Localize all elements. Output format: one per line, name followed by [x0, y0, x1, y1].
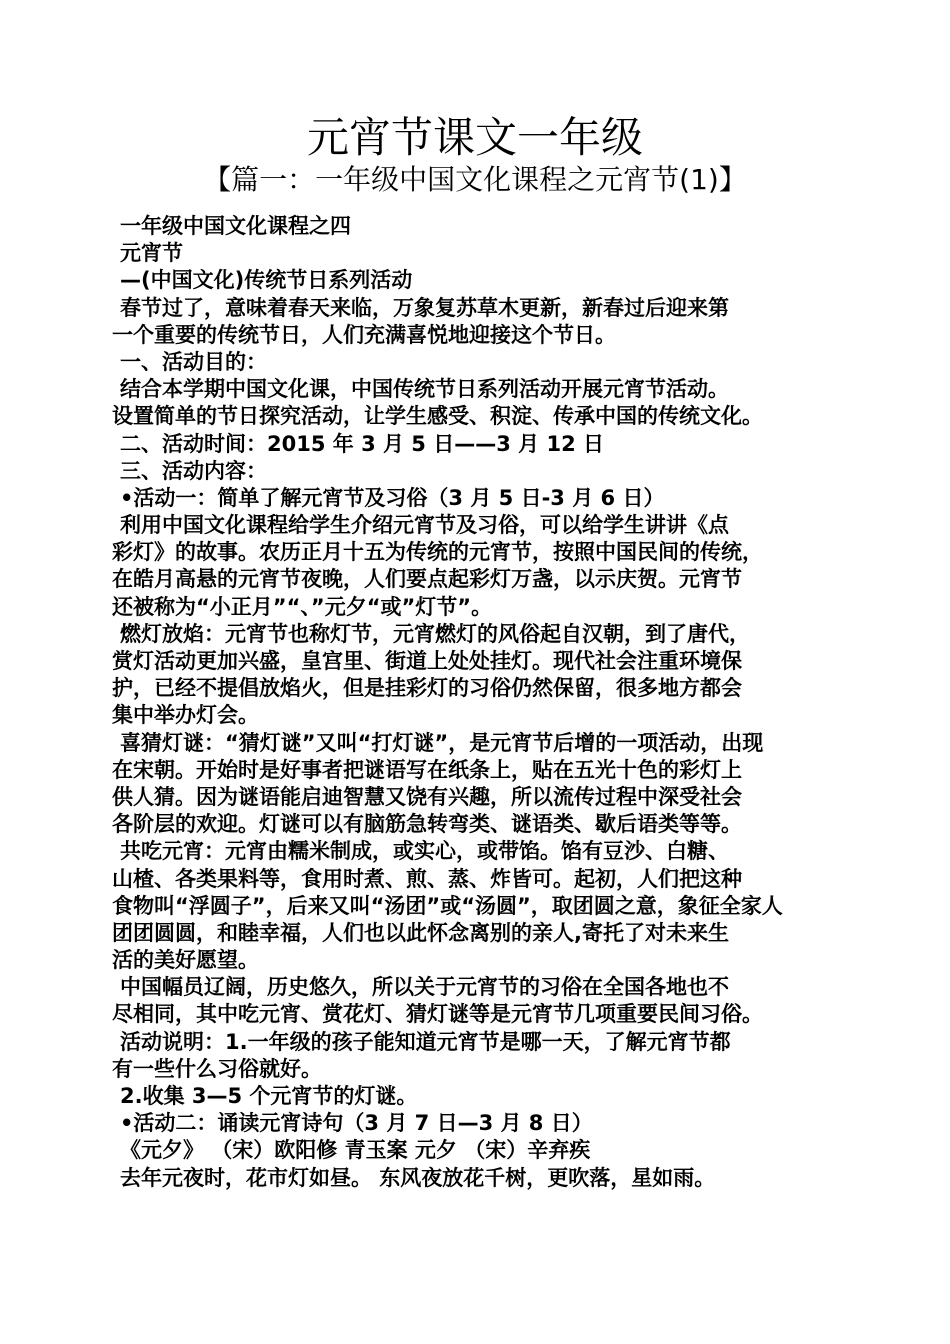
body-line: 一年级中国文化课程之四 — [120, 214, 351, 238]
body-line: 在皓月高悬的元宵节夜晚，人们要点起彩灯万盏，以示庆贺。元宵节 — [112, 567, 742, 592]
document-subtitle: 【篇一：一年级中国文化课程之元宵节(1)】 — [203, 163, 747, 196]
body-line: •活动二：诵读元宵诗句（3 月 7 日—3 月 8 日） — [120, 1111, 593, 1136]
document-body — [112, 213, 852, 1192]
body-line: 供人猜。因为谜语能启迪智慧又饶有兴趣，所以流传过程中深受社会 — [112, 784, 742, 809]
body-line: 有一些什么习俗就好。 — [112, 1056, 322, 1081]
body-line: 设置简单的节日探究活动，让学生感受、积淀、传承中国的传统文化。 — [112, 404, 763, 429]
body-line: 食物叫“浮圆子”，后来又叫“汤团”或“汤圆”，取团圆之意，象征全家人 — [112, 893, 783, 918]
body-line: 结合本学期中国文化课，中国传统节日系列活动开展元宵节活动。 — [120, 377, 729, 402]
body-line: 还被称为“小正月”“、”元夕“或”灯节”。 — [112, 594, 493, 619]
body-line: •活动一：简单了解元宵节及习俗（3 月 5 日-3 月 6 日） — [120, 485, 665, 510]
body-line: 活的美好愿望。 — [112, 948, 259, 973]
body-line: 燃灯放焰：元宵节也称灯节，元宵燃灯的风俗起自汉朝，到了唐代， — [120, 621, 750, 646]
body-line: 山楂、各类果料等，食用时煮、煎、蒸、炸皆可。起初，人们把这种 — [112, 866, 742, 891]
body-line: 一个重要的传统节日，人们充满喜悦地迎接这个节日。 — [112, 322, 616, 347]
body-line: 三、活动内容： — [120, 458, 267, 483]
body-line: —(中国文化)传统节日系列活动 — [120, 268, 413, 293]
body-line: 二、活动时间：2015 年 3 月 5 日——3 月 12 日 — [120, 431, 604, 456]
body-line: 活动说明：1.一年级的孩子能知道元宵节是哪一天，了解元宵节都 — [120, 1029, 731, 1054]
body-line: 一、活动目的： — [120, 349, 267, 374]
body-line: 在宋朝。开始时是好事者把谜语写在纸条上，贴在五光十色的彩灯上 — [112, 757, 742, 782]
body-line: 元宵节 — [120, 241, 183, 266]
body-line: 2.收集 3—5 个元宵节的灯谜。 — [120, 1084, 418, 1108]
document-title: 元宵节课文一年级 — [306, 113, 643, 162]
body-line: 喜猜灯谜：“猜灯谜”又叫“打灯谜”，是元宵节后增的一项活动，出现 — [120, 730, 764, 755]
body-line: 春节过了，意味着春天来临，万象复苏草木更新，新春过后迎来第 — [120, 295, 729, 320]
body-line: 团团圆圆，和睦幸福，人们也以此怀念离别的亲人,寄托了对未来生 — [112, 920, 729, 945]
body-line: 利用中国文化课程给学生介绍元宵节及习俗，可以给学生讲讲《点 — [120, 513, 729, 538]
body-line: 中国幅员辽阔，历史悠久，所以关于元宵节的习俗在全国各地也不 — [120, 975, 729, 1000]
body-line: 集中举办灯会。 — [112, 703, 259, 728]
body-line: 去年元夜时，花市灯如昼。 东风夜放花千树，更吹落，星如雨。 — [120, 1165, 716, 1190]
body-line: 各阶层的欢迎。灯谜可以有脑筋急转弯类、谜语类、歇后语类等等。 — [112, 812, 742, 837]
body-line: 尽相同，其中吃元宵、赏花灯、猜灯谜等是元宵节几项重要民间习俗。 — [112, 1002, 763, 1027]
body-line: 《元夕》 （宋）欧阳修 青玉案 元夕 （宋）辛弃疾 — [120, 1138, 591, 1163]
body-line: 护，已经不提倡放焰火，但是挂彩灯的习俗仍然保留，很多地方都会 — [112, 676, 742, 701]
body-line: 彩灯》的故事。农历正月十五为传统的元宵节，按照中国民间的传统， — [112, 540, 763, 565]
body-line: 赏灯活动更加兴盛，皇宫里、街道上处处挂灯。现代社会注重环境保 — [112, 649, 742, 673]
body-line: 共吃元宵：元宵由糯米制成，或实心，或带馅。馅有豆沙、白糖、 — [120, 839, 729, 864]
